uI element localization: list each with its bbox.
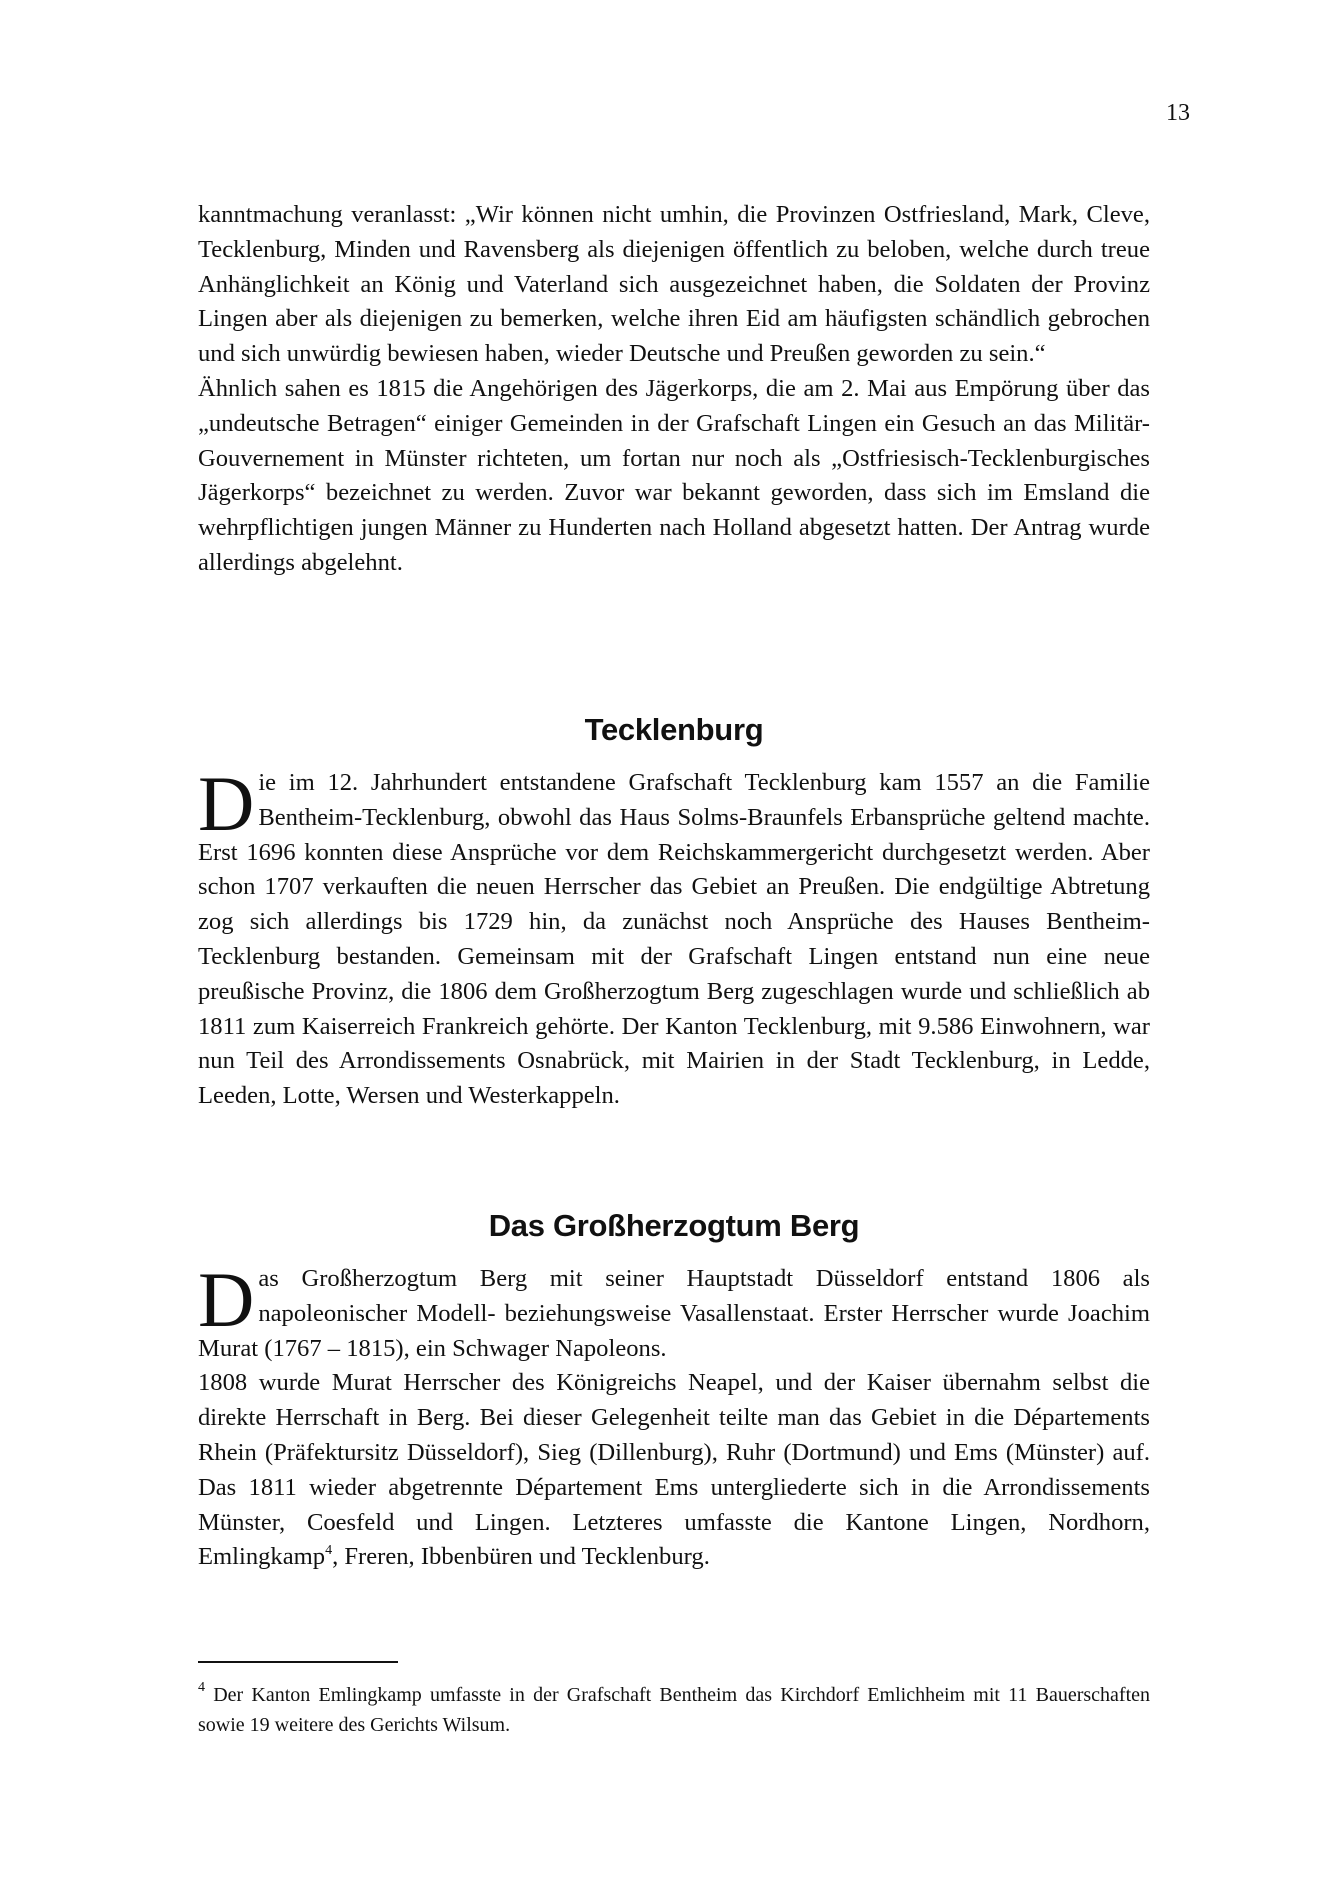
footnote-text: Der Kanton Emlingkamp umfasste in der Grafschaft Bentheim das Kirchdorf Emlichheim mit 11 Bauerschaften sowie 19 weitere des Gerichts Wilsum.: [198, 1684, 1150, 1736]
paragraph-jaegerkorps: Ähnlich sahen es 1815 die Angehörigen des Jägerkorps, die am 2. Mai aus Empörung über das „undeutsche Betragen“ einiger Gemeinden in der Grafschaft Lingen ein Gesuch an das Militär-Gouvernement in Münster richteten, um fortan nur noch als „Ostfriesisch-Tecklenburgisches Jägerkorps“ bezeichnet zu werden. Zuvor war bekannt geworden, dass sich im Emsland die wehrpflichtigen jungen Männer zu Hunderten nach Holland abgesetzt hatten. Der Antrag wurde allerdings abgelehnt.: [198, 374, 1150, 576]
section-tecklenburg-body: [198, 760, 1150, 1114]
paragraph-berg-intro: [198, 1256, 1150, 1366]
section-heading-berg: Das Großherzogtum Berg: [488, 1208, 860, 1243]
footnote-reference[interactable]: 4: [325, 1543, 333, 1559]
paragraph-text: as Großherzogtum Berg mit seiner Hauptstadt Düsseldorf entstand 1806 als napoleonischer Modell- beziehungsweise Vasallenstaat. Erster Herrscher wurde Joachim Murat (1767 – 1815), ein Schwager Napoleons.: [198, 1265, 1150, 1362]
paragraph-tecklenburg: [198, 760, 1150, 1114]
drop-cap: D: [198, 1256, 255, 1343]
paragraph-berg-departements: [198, 1366, 1150, 1575]
paragraph-text: , Freren, Ibbenbüren und Tecklenburg.: [332, 1543, 710, 1571]
footnote-marker: 4: [198, 1680, 205, 1695]
paragraph-text: 1808 wurde Murat Herrscher des Königreichs Neapel, und der Kaiser übernahm selbst die direkte Herrschaft in Berg. Bei dieser Gelegenheit teilte man das Gebiet in die Départements Rhein (Präfektursitz Düsseldorf), Sieg (Dillenburg), Ruhr (Dortmund) und Ems (Münster) auf. Das 1811 wieder abgetrennte Département Ems untergliederte sich in die Arrondissements Münster, Coesfeld und Lingen. Letzteres umfasste die Kantone Lingen, Nordhorn, Emlingkamp: [198, 1369, 1150, 1571]
paragraph-quote: kanntmachung veranlasst: „Wir können nicht umhin, die Provinzen Ostfriesland, Mark, Cleve, Tecklenburg, Minden und Ravensberg als diejenigen öffentlich zu beloben, welche durch treue Anhänglichkeit an König und Vaterland sich ausgezeichnet haben, die Soldaten der Provinz Lingen aber als diejenigen zu bemerken, welche ihren Eid am häufigsten schändlich gebrochen und sich unwürdig bewiesen haben, wieder Deutsche und Preußen geworden zu sein.“: [198, 201, 1150, 368]
page-number: 13: [1166, 100, 1190, 126]
footnote-4: [198, 1680, 1150, 1740]
paragraph-text: ie im 12. Jahrhundert entstandene Grafschaft Tecklenburg kam 1557 an die Familie Bentheim-Tecklenburg, obwohl das Haus Solms-Braunfels Erbansprüche geltend machte. Erst 1696 konnten diese Ansprüche vor dem Reichskammergericht durchgesetzt werden. Aber schon 1707 verkauften die neuen Herrscher das Gebiet an Preußen. Die endgültige Abtretung zog sich allerdings bis 1729 hin, da zunächst noch Ansprüche des Hauses Bentheim-Tecklenburg bestanden. Gemeinsam mit der Grafschaft Lingen entstand nun eine neue preußische Provinz, die 1806 dem Großherzogtum Berg zugeschlagen wurde und schließlich ab 1811 zum Kaiserreich Frankreich gehörte. Der Kanton Tecklenburg, mit 9.586 Einwohnern, war nun Teil des Arrondissements Osnabrück, mit Mairien in der Stadt Tecklenburg, in Ledde, Leeden, Lotte, Wersen und Westerkappeln.: [198, 769, 1150, 1110]
footnote-separator: [198, 1661, 398, 1663]
section-heading-tecklenburg: Tecklenburg: [584, 712, 764, 747]
section-berg-body: [198, 1256, 1150, 1575]
intro-text: [198, 198, 1150, 581]
drop-cap: D: [198, 760, 255, 847]
